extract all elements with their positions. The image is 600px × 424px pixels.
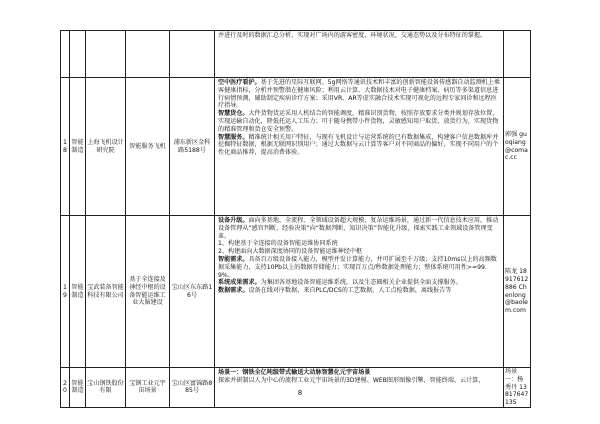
- content-text: 探索并研制以人为中心的流程工业元宇宙场景的3D建模、WEB图形图像引擎、智能终端、云计算、: [218, 376, 485, 384]
- contact-cell: 陈龙 18917612886 Chenlong@baolem.com: [504, 216, 531, 368]
- content-text: 面向多基地、全流程、全领域设备超大规模、复杂运维场景，通过新一代信息技术应用，推动设备管理从“感官判断、经验决策”向“数据判断、知识决策”智能化升级，探索实践工业领域设备管理变革。: [218, 217, 499, 240]
- content-paragraph: [218, 287, 500, 295]
- content-paragraph: [218, 369, 500, 377]
- table-row: [61, 31, 531, 78]
- content-cell: [215, 216, 504, 368]
- table-row: [61, 216, 531, 368]
- content-text: 为集团各基地设备智能运维系统，以及生态圈相关企业提供全面支撑服务。: [260, 279, 462, 287]
- content-text: 1、构建基于全连接的设备智能运维协同系统: [218, 240, 338, 248]
- content-heading: 设备升级。: [218, 217, 249, 224]
- company-cell: 宝山钢铁股份有限: [86, 368, 126, 408]
- content-paragraph: [218, 248, 500, 256]
- content-heading: 智慧货仓。: [218, 110, 249, 118]
- field-cell: [70, 31, 86, 78]
- address-cell: [170, 31, 215, 78]
- content-text: 大件货物货运采用人机结合的智能调度，精准识别货物，按照存放要求分类并规划存放位置，实现运输自动化，降低托运人工压力；可于随身携带小件货物，灵敏感知用户取货、放货行为，实现货物的精准管理和货仓安全预警。: [218, 110, 499, 133]
- content-heading: 数据需求。: [218, 287, 249, 295]
- content-text: 2、构建面向大数据深度协同的设备智能运维神经中枢: [218, 248, 363, 256]
- content-text: 基于先进的星际互联网、5g网络等通讯技术和丰富的创新智能设备传感器自动监测机上乘客健康指标，分析并预警潜在健康风险；利用云计算、大数据技术对电子健康档案、病历等多渠道信息进行病情预测，辅助制定疾病诊疗方案；采用VR、AR等虚实融合技术实现可视化的远程专家问诊和远程医疗指导。: [218, 79, 500, 110]
- field-cell: 智能制造: [70, 78, 86, 216]
- table-row: [61, 78, 531, 216]
- content-paragraph: [218, 110, 500, 133]
- content-cell: [215, 368, 504, 408]
- content-heading: 智能需求。: [218, 255, 249, 263]
- row-number: 18: [61, 78, 70, 216]
- row-number: 20: [61, 368, 70, 408]
- content-paragraph: [218, 377, 500, 385]
- row-number: [61, 31, 70, 78]
- content-paragraph: [218, 256, 500, 279]
- field-cell: 智能制造: [70, 368, 86, 408]
- content-paragraph: [218, 279, 500, 287]
- content-heading: 系统成果需求。: [218, 279, 261, 287]
- field-cell: 智能制造: [70, 216, 86, 368]
- company-cell: [86, 31, 126, 78]
- row-number: 19: [61, 216, 70, 368]
- address-cell: 浦东新区金科路5188号: [170, 78, 215, 216]
- address-cell: 宝山区富锦路885号: [170, 368, 215, 408]
- scene-cell: [126, 31, 170, 78]
- table-row: [61, 368, 531, 408]
- scene-cell: 宝钢工业元宇宙场景: [126, 368, 170, 408]
- scene-cell: 智能服务飞机: [126, 78, 170, 216]
- page-number: 8: [297, 389, 303, 397]
- address-cell: 宝山区东东路16号: [170, 216, 215, 368]
- content-heading: 空中医疗看护。: [218, 79, 261, 86]
- contact-cell: [504, 31, 531, 78]
- contact-cell: 郭强 guoqiang@comac.cc: [504, 78, 531, 216]
- company-cell: 上海飞机设计研究院: [86, 78, 126, 216]
- content-paragraph: [218, 79, 500, 110]
- scene-cell: 基于全连接及神经中枢的设备智能运维工业大脑建设: [126, 216, 170, 368]
- content-text: 精准统计相关用户特征，与现有飞机设计与运营系统的已有数据集成，构建客户信息数据库并挖掘特征数据，根据无联网识别用户；通过大数据与云计算等客户对不同商品的偏好，实现不同用户的个性化商品推荐，提高消费体验。: [218, 133, 499, 157]
- contact-cell: 场景一：杨秀丹 13817647135: [504, 368, 531, 408]
- content-paragraph: [218, 134, 500, 157]
- demand-table: [60, 30, 531, 408]
- content-text: 设备在线对序数据，来自PLC/DCS的工艺数据，人工点检数据，离线报告等: [248, 287, 452, 295]
- content-heading: 场景一：钢铁全亿吨级带式输送大动脉智慧化元宇宙场景: [218, 369, 371, 376]
- content-text: 具备百万级设备接入能力，模型并发计算能力，并可扩展至千万级；支持10ms以上的高频数据采集能力，支持10Pb以上的数据存储能力；实现百万点/秒数据处理能力；整体系统可用性>=99.9%。: [218, 255, 497, 279]
- content-heading: 智慧服务。: [218, 133, 249, 141]
- content-cell: [215, 31, 504, 78]
- content-paragraph: 并进行及时的数据汇总分析，实现对广场内的游客密度、环境状况、交通态势以及分布特征的掌握。: [218, 32, 487, 39]
- company-cell: 宝武装备智能科技有限公司: [86, 216, 126, 368]
- content-paragraph: [218, 217, 500, 240]
- content-cell: [215, 78, 504, 216]
